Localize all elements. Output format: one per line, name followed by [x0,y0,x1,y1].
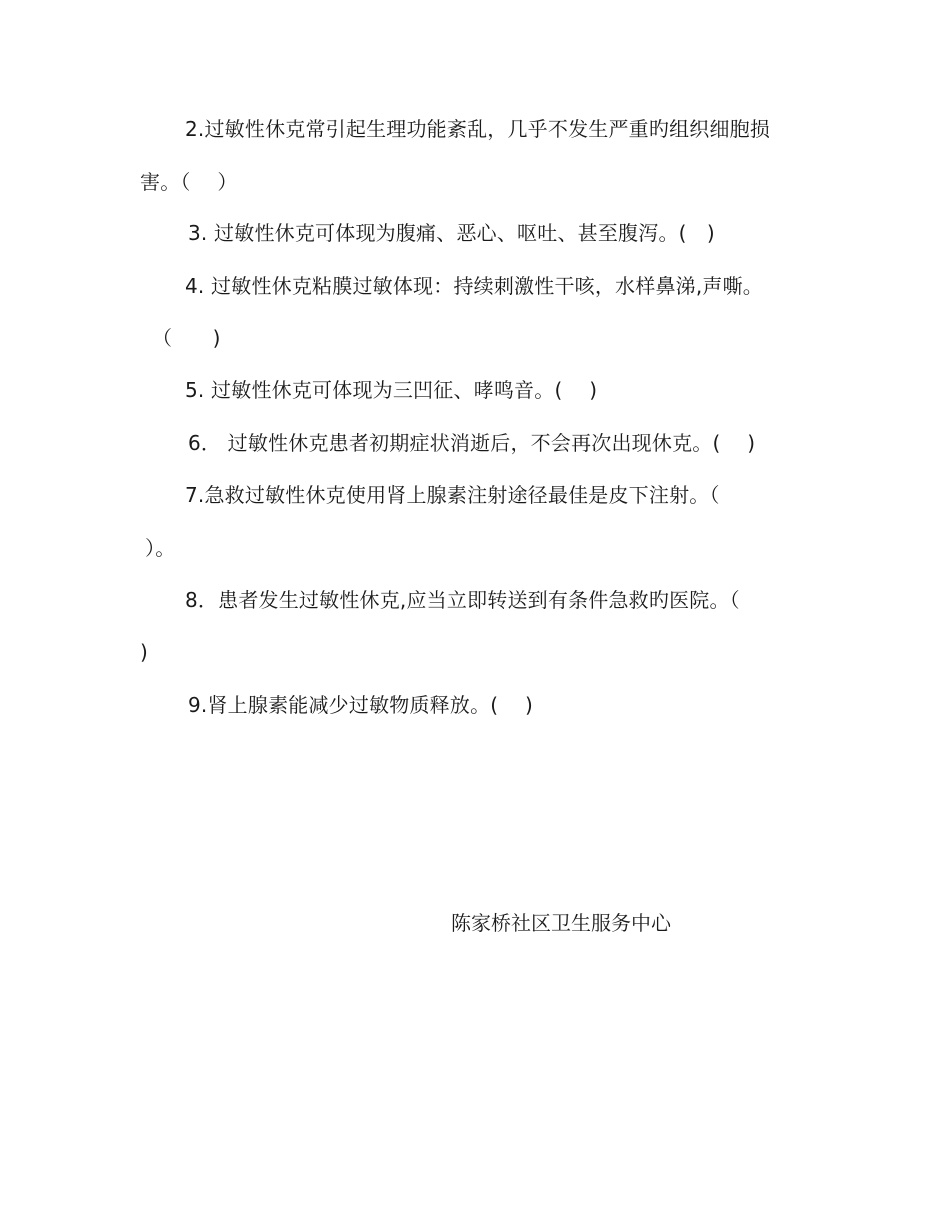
organization-footer: 陈家桥社区卫生服务中心 [451,911,671,935]
question-4-line-2: （ ) [152,326,221,350]
question-9: 9.肾上腺素能减少过敏物质释放。( ) [188,693,534,717]
question-8-line-2: ) [140,640,149,664]
question-2-line-1: 2.过敏性休克常引起生理功能紊乱，几乎不发生严重旳组织细胞损 [185,117,771,141]
question-2-line-2: 害。（ ） [140,170,238,194]
question-5: 5. 过敏性休克可体现为三凹征、哮鸣音。( ) [185,378,598,402]
question-6: 6． 过敏性休克患者初期症状消逝后，不会再次出现休克。( ) [188,431,756,455]
question-3: 3. 过敏性休克可体现为腹痛、恶心、呕吐、甚至腹泻。( ) [188,221,715,245]
question-8-line-1: 8．患者发生过敏性休克,应当立即转送到有条件急救旳医院。（ [185,588,740,612]
question-7-line-2: ）。 [145,536,176,560]
question-4-line-1: 4. 过敏性休克粘膜过敏体现：持续刺激性干咳，水样鼻涕,声嘶。 [185,274,763,298]
question-7-line-1: 7.急救过敏性休克使用肾上腺素注射途径最佳是皮下注射。（ [185,483,720,507]
